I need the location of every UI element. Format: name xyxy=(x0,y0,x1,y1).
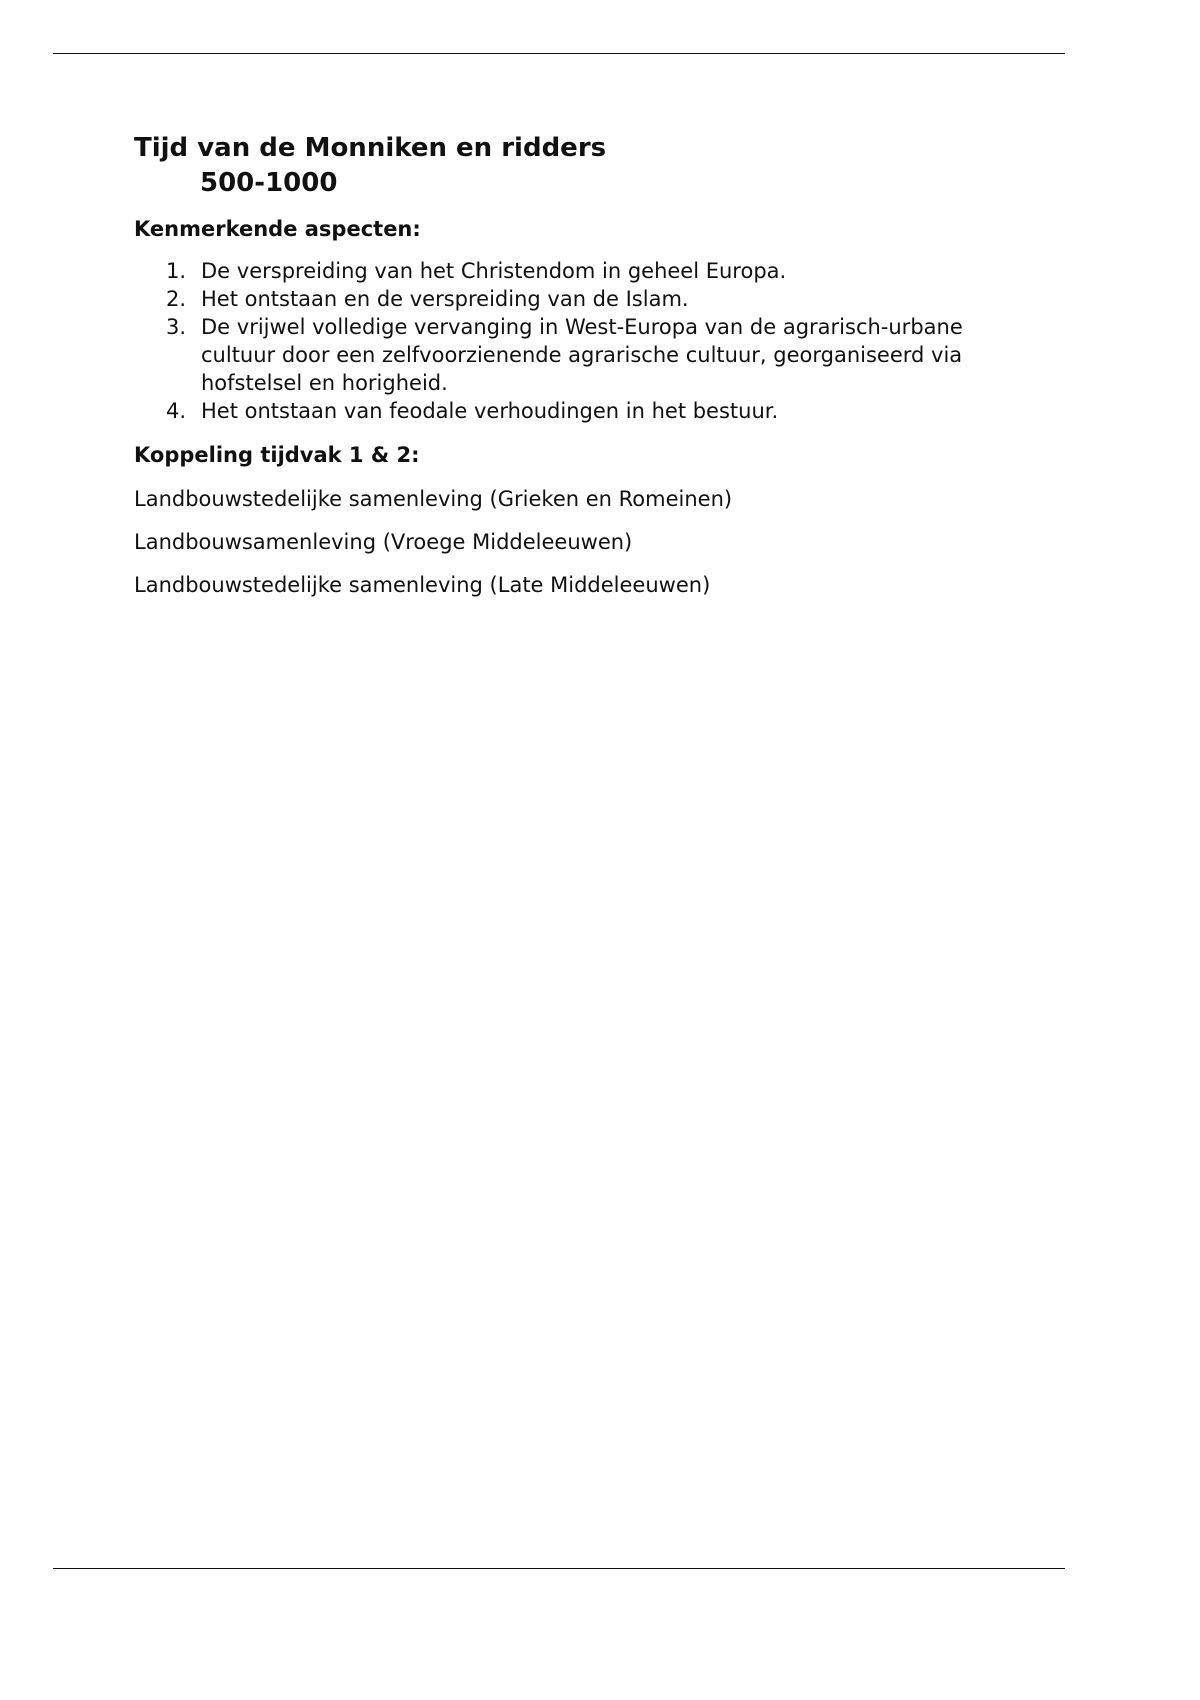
paragraph-society-2: Landbouwsamenleving (Vroege Middeleeuwen) xyxy=(134,530,633,554)
list-item xyxy=(134,397,1014,425)
list-item-text: Het ontstaan en de verspreiding van de Islam. xyxy=(201,287,689,311)
document-title xyxy=(134,131,1014,201)
list-item-number: 4. xyxy=(166,399,187,423)
list-item xyxy=(134,257,1014,285)
paragraph-society-1: Landbouwstedelijke samenleving (Grieken en Romeinen) xyxy=(134,487,733,511)
section-heading-kenmerkende-aspecten: Kenmerkende aspecten: xyxy=(134,217,421,241)
list-item xyxy=(134,313,1014,397)
footer-rule xyxy=(53,1568,1065,1569)
section-heading-koppeling-tijdvak: Koppeling tijdvak 1 & 2: xyxy=(134,443,420,467)
paragraph-society-3: Landbouwstedelijke samenleving (Late Middeleeuwen) xyxy=(134,573,711,597)
header-rule xyxy=(53,53,1065,54)
list-item-number: 3. xyxy=(166,315,187,339)
document-body xyxy=(134,131,1014,599)
list-item-number: 2. xyxy=(166,287,187,311)
list-item-text: De vrijwel volledige vervanging in West-Europa van de agrarisch-urbane cultuur door een zelfvoorzienende agrarische cultuur, georganiseerd via hofstelsel en horigheid. xyxy=(201,315,963,395)
list-item-text: Het ontstaan van feodale verhoudingen in het bestuur. xyxy=(201,399,779,423)
list-item xyxy=(134,285,1014,313)
title-line-1: Tijd van de Monniken en ridders xyxy=(134,133,607,163)
title-line-2: 500-1000 xyxy=(200,168,338,198)
aspects-list xyxy=(134,257,1014,425)
list-item-text: De verspreiding van het Christendom in geheel Europa. xyxy=(201,259,787,283)
list-item-number: 1. xyxy=(166,259,187,283)
